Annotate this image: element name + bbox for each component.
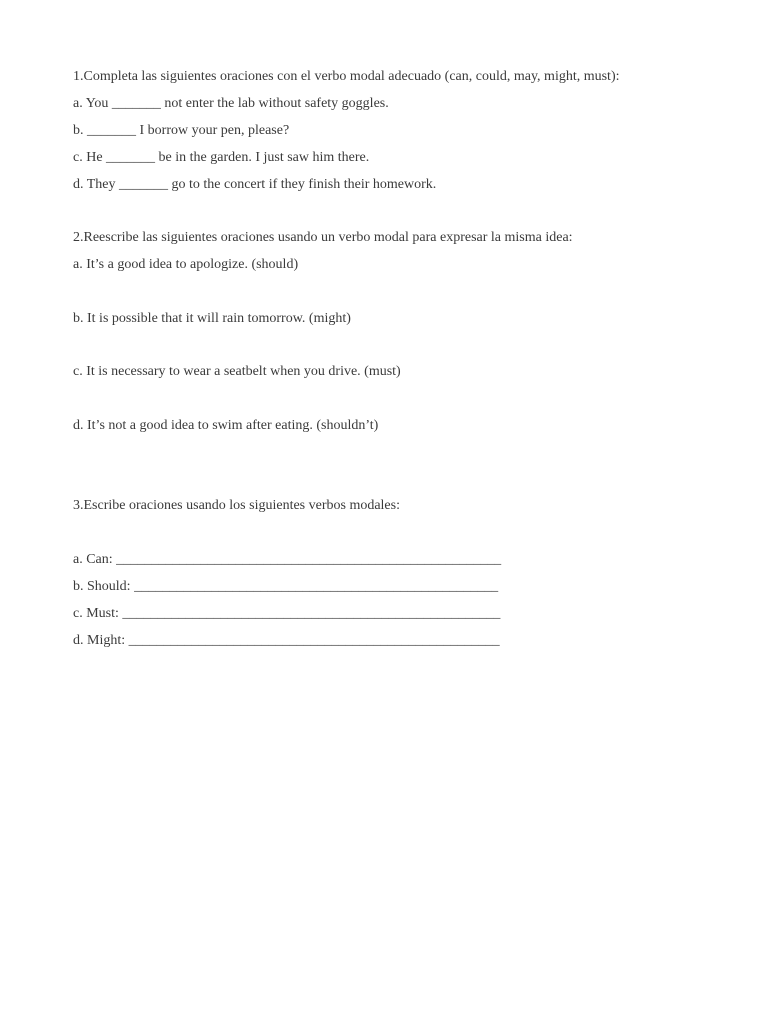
section-3-item-a: a. Can: _______________________________________________________ (73, 552, 502, 567)
section-1-item-b: b. _______ I borrow your pen, please? (73, 123, 290, 138)
section-3-heading: 3.Escribe oraciones usando los siguientes verbos modales: (73, 498, 400, 513)
section-2-heading: 2.Reescribe las siguientes oraciones usando un verbo modal para expresar la misma idea: (73, 230, 573, 245)
section-1-heading: 1.Completa las siguientes oraciones con el verbo modal adecuado (can, could, may, might, must): (73, 69, 620, 84)
section-2-item-b: b. It is possible that it will rain tomorrow. (might) (73, 311, 351, 326)
section-1-item-a: a. You _______ not enter the lab without safety goggles. (73, 96, 389, 111)
section-2-item-a: a. It’s a good idea to apologize. (should) (73, 257, 299, 272)
section-1-item-c: c. He _______ be in the garden. I just saw him there. (73, 150, 370, 165)
section-1-item-d: d. They _______ go to the concert if they finish their homework. (73, 177, 437, 192)
section-2-item-c: c. It is necessary to wear a seatbelt when you drive. (must) (73, 364, 401, 379)
section-2-item-d: d. It’s not a good idea to swim after eating. (shouldn’t) (73, 418, 379, 433)
section-3-item-c: c. Must: ______________________________________________________ (73, 606, 501, 621)
section-3-item-b: b. Should: ____________________________________________________ (73, 579, 499, 594)
section-3-item-d: d. Might: _____________________________________________________ (73, 633, 500, 648)
